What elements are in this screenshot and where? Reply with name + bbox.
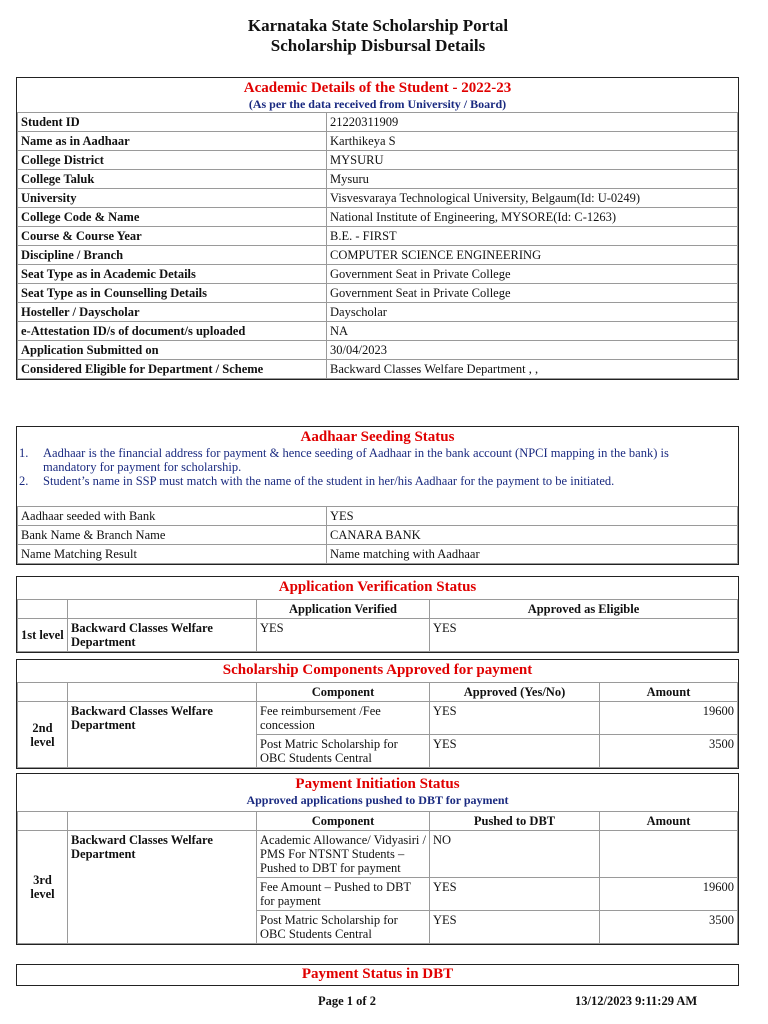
- academic-details-title: Academic Details of the Student - 2022-23: [243, 80, 512, 96]
- components-section: [16, 659, 739, 769]
- col-header-verified: Application Verified: [257, 600, 430, 619]
- field-label: Application Submitted on: [18, 341, 327, 360]
- payment-initiation-section: [16, 773, 739, 945]
- aadhaar-seeding-title: Aadhaar Seeding Status: [300, 429, 455, 445]
- field-value: 30/04/2023: [327, 341, 738, 360]
- table-row: [18, 341, 738, 360]
- academic-details-section: [16, 77, 739, 380]
- status-value: YES: [430, 702, 600, 735]
- amount-value: [600, 831, 738, 878]
- note-text: Student’s name in SSP must match with the name of the student in her/his Aadhaar for the payment to be initiated.: [43, 474, 615, 488]
- department-name: Backward Classes Welfare Department: [68, 702, 257, 768]
- col-header-approved: Approved as Eligible: [430, 600, 738, 619]
- field-label: Bank Name & Branch Name: [18, 526, 327, 545]
- table-row: [18, 189, 738, 208]
- department-name: Backward Classes Welfare Department: [68, 619, 257, 652]
- field-label: Seat Type as in Counselling Details: [18, 284, 327, 303]
- payment-initiation-table: [17, 811, 738, 944]
- aadhaar-note-1: [17, 446, 738, 474]
- table-row: [18, 702, 738, 735]
- status-value: YES: [430, 735, 600, 768]
- field-value: National Institute of Engineering, MYSORE(Id: C-1263): [327, 208, 738, 227]
- col-header-approved: Approved (Yes/No): [430, 683, 600, 702]
- components-title: Scholarship Components Approved for payment: [222, 662, 533, 678]
- field-value: Backward Classes Welfare Department , ,: [327, 360, 738, 379]
- component-name: Fee reimbursement /Fee concession: [257, 702, 430, 735]
- table-row: [18, 208, 738, 227]
- col-header-pushed: Pushed to DBT: [430, 812, 600, 831]
- field-label: Student ID: [18, 113, 327, 132]
- approved-value: YES: [430, 619, 738, 652]
- field-label: Discipline / Branch: [18, 246, 327, 265]
- field-value: Mysuru: [327, 170, 738, 189]
- field-value: B.E. - FIRST: [327, 227, 738, 246]
- component-name: Academic Allowance/ Vidyasiri / PMS For NTSNT Students – Pushed to DBT for payment: [257, 831, 430, 878]
- col-header-component: Component: [257, 683, 430, 702]
- field-label: College Code & Name: [18, 208, 327, 227]
- verification-table: [17, 599, 738, 652]
- field-label: Name as in Aadhaar: [18, 132, 327, 151]
- table-row: [18, 322, 738, 341]
- table-row: [18, 545, 738, 564]
- col-header-component: Component: [257, 812, 430, 831]
- dbt-status-section: [16, 964, 739, 986]
- status-value: YES: [430, 911, 600, 944]
- field-value: MYSURU: [327, 151, 738, 170]
- field-value: Karthikeya S: [327, 132, 738, 151]
- field-label: Aadhaar seeded with Bank: [18, 507, 327, 526]
- dbt-status-title: Payment Status in DBT: [301, 966, 454, 982]
- component-name: Post Matric Scholarship for OBC Students Central: [257, 735, 430, 768]
- field-value: Name matching with Aadhaar: [327, 545, 738, 564]
- document-title: Scholarship Disbursal Details: [270, 36, 486, 55]
- department-name: Backward Classes Welfare Department: [68, 831, 257, 944]
- table-row: [18, 360, 738, 379]
- field-label: Seat Type as in Academic Details: [18, 265, 327, 284]
- field-value: Government Seat in Private College: [327, 265, 738, 284]
- note-text: Aadhaar is the financial address for payment & hence seeding of Aadhaar in the bank account (NPCI mapping in the bank) is: [43, 446, 669, 460]
- payment-initiation-title: Payment Initiation Status: [295, 776, 460, 792]
- print-timestamp: 13/12/2023 9:11:29 AM: [575, 994, 698, 1008]
- amount-value: 3500: [600, 911, 738, 944]
- payment-initiation-subtitle: Approved applications pushed to DBT for payment: [246, 793, 509, 807]
- table-row: [18, 151, 738, 170]
- amount-value: 19600: [600, 702, 738, 735]
- verified-value: YES: [257, 619, 430, 652]
- field-value: YES: [327, 507, 738, 526]
- level-label: 1st level: [18, 619, 68, 652]
- portal-title: Karnataka State Scholarship Portal: [247, 16, 509, 35]
- academic-details-table: [17, 112, 738, 379]
- page-header: [0, 16, 756, 56]
- table-row: [18, 227, 738, 246]
- table-row: [18, 246, 738, 265]
- table-row: [18, 265, 738, 284]
- academic-details-subtitle: (As per the data received from University / Board): [248, 97, 507, 111]
- aadhaar-seeding-section: [16, 426, 739, 565]
- status-value: YES: [430, 878, 600, 911]
- field-label: Name Matching Result: [18, 545, 327, 564]
- component-name: Fee Amount – Pushed to DBT for payment: [257, 878, 430, 911]
- field-value: Dayscholar: [327, 303, 738, 322]
- level-label: 2nd level: [18, 702, 68, 768]
- amount-value: 19600: [600, 878, 738, 911]
- verification-section: [16, 576, 739, 653]
- field-value: 21220311909: [327, 113, 738, 132]
- field-label: Course & Course Year: [18, 227, 327, 246]
- field-value: Visvesvaraya Technological University, Belgaum(Id: U-0249): [327, 189, 738, 208]
- component-name: Post Matric Scholarship for OBC Students Central: [257, 911, 430, 944]
- table-row: [18, 132, 738, 151]
- col-header-amount: Amount: [600, 683, 738, 702]
- note-text-continued: mandatory for payment for scholarship.: [43, 460, 242, 474]
- table-row: [18, 170, 738, 189]
- field-label: Considered Eligible for Department / Scheme: [18, 360, 327, 379]
- amount-value: 3500: [600, 735, 738, 768]
- field-value: CANARA BANK: [327, 526, 738, 545]
- field-label: Hosteller / Dayscholar: [18, 303, 327, 322]
- field-label: e-Attestation ID/s of document/s uploaded: [18, 322, 327, 341]
- table-row: [18, 284, 738, 303]
- table-row: [18, 113, 738, 132]
- verification-title: Application Verification Status: [278, 579, 477, 595]
- status-value: NO: [430, 831, 600, 878]
- note-number: 1.: [19, 446, 29, 460]
- note-number: 2.: [19, 474, 29, 488]
- table-row: [18, 526, 738, 545]
- aadhaar-seeding-table: [17, 506, 738, 564]
- page-number: Page 1 of 2: [318, 994, 376, 1008]
- table-row: [18, 303, 738, 322]
- field-value: Government Seat in Private College: [327, 284, 738, 303]
- field-label: College Taluk: [18, 170, 327, 189]
- field-label: College District: [18, 151, 327, 170]
- col-header-amount: Amount: [600, 812, 738, 831]
- field-value: NA: [327, 322, 738, 341]
- field-value: COMPUTER SCIENCE ENGINEERING: [327, 246, 738, 265]
- aadhaar-note-2: [17, 474, 738, 488]
- field-label: University: [18, 189, 327, 208]
- table-row: [18, 507, 738, 526]
- level-label: 3rd level: [18, 831, 68, 944]
- components-table: [17, 682, 738, 768]
- table-row: [18, 831, 738, 878]
